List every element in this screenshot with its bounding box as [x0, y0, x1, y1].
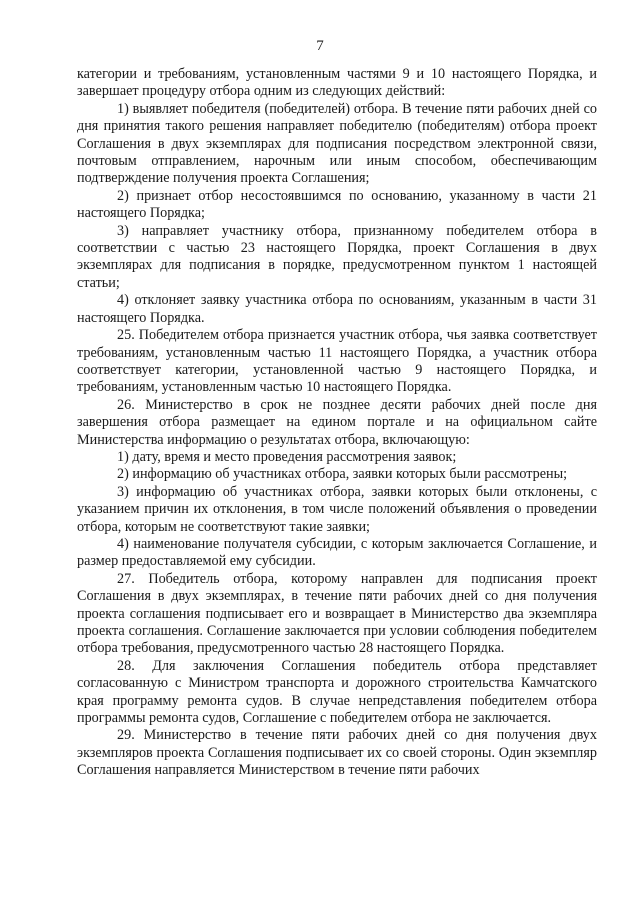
- paragraph: 27. Победитель отбора, которому направлен для подписания проект Соглашения в двух экземплярах, в течение пяти рабочих дней со дня получения проекта соглашения подписывает его и возвращает в Министерство два экземпляра проекта соглашения. Соглашение заключается при условии соблюдения победителем отбора требования, предусмотренного частью 28 настоящего Порядка.: [77, 570, 597, 657]
- paragraph: 1) дату, время и место проведения рассмотрения заявок;: [117, 448, 457, 465]
- paragraph: 2) признает отбор несостоявшимся по основанию, указанному в части 21 настоящего Порядка;: [77, 187, 597, 222]
- paragraph: 3) направляет участнику отбора, признанному победителем отбора в соответствии с частью 23 настоящего Порядка, проект Соглашения в двух экземплярах для подписания в порядке, предусмотренном пунктом 1 настоящей статьи;: [77, 222, 597, 291]
- paragraph: категории и требованиям, установленным частями 9 и 10 настоящего Порядка, и завершает процедуру отбора одним из следующих действий:: [77, 66, 597, 100]
- paragraph: 28. Для заключения Соглашения победитель отбора представляет согласованную с Министром транспорта и дорожного строительства Камчатского края программу ремонта судов. В случае непредставления победителем отбора программы ремонта судов, Соглашение с победителем отбора не заключается.: [77, 657, 597, 727]
- paragraph: 4) наименование получателя субсидии, с которым заключается Соглашение, и размер предоставляемой ему субсидии.: [77, 535, 597, 570]
- paragraph: 29. Министерство в течение пяти рабочих дней со дня получения двух экземпляров проекта Соглашения подписывает их со своей стороны. Один экземпляр Соглашения направляется Министерством в течение пяти рабочих: [77, 727, 597, 779]
- page-number: 7: [316, 38, 324, 54]
- paragraph: 26. Министерство в срок не позднее десяти рабочих дней после дня завершения отбора размещает на едином портале и на официальном сайте Министерства информацию о результатах отбора, включающую:: [77, 396, 597, 448]
- paragraph: 1) выявляет победителя (победителей) отбора. В течение пяти рабочих дней со дня принятия такого решения направляет победителю (победителям) отбора проект Соглашения в двух экземплярах для подписания посредством электронной связи, почтовым отправлением, нарочным или иным способом, обеспечивающим подтверждение получения проекта Соглашения;: [77, 100, 597, 187]
- paragraph: 4) отклоняет заявку участника отбора по основаниям, указанным в части 31 настоящего Порядка.: [77, 292, 597, 326]
- paragraph: 2) информацию об участниках отбора, заявки которых были рассмотрены;: [117, 466, 568, 483]
- paragraph: 25. Победителем отбора признается участник отбора, чья заявка соответствует требованиям, установленным частью 11 настоящего Порядка, а участник отбора соответствует категории, установленной частью 9 настоящего Порядка, и требованиям, установленным частью 10 настоящего Порядка.: [77, 327, 597, 396]
- document-body: [77, 66, 597, 780]
- paragraph: 3) информацию об участниках отбора, заявки которых были отклонены, с указанием причин их отклонения, в том числе положений объявления о проведении отбора, которым не соответствуют такие заявки;: [77, 483, 597, 535]
